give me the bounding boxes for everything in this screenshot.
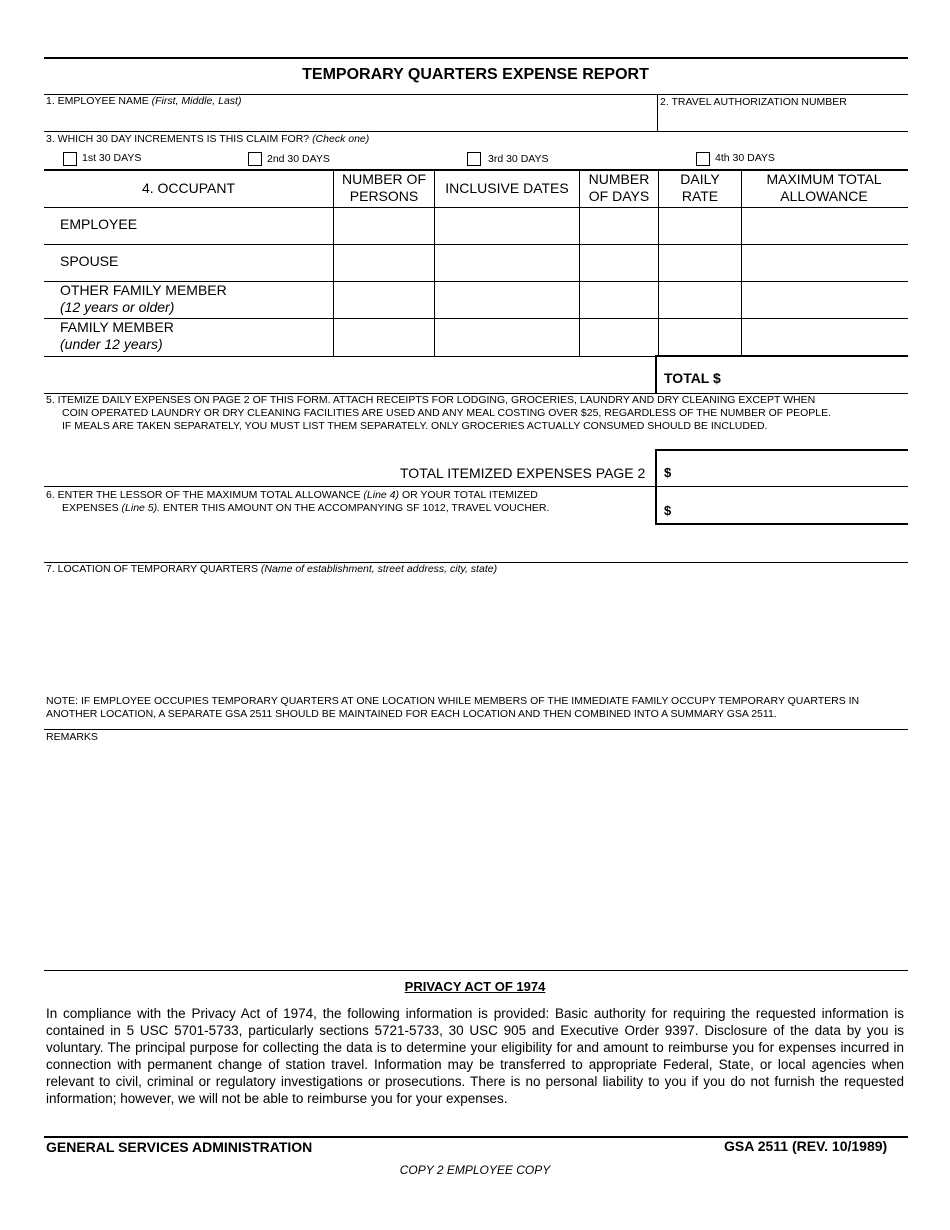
row-label-employee: EMPLOYEE (60, 216, 138, 232)
dollar-sign: $ (664, 465, 672, 480)
note-line2: ANOTHER LOCATION, A SEPARATE GSA 2511 SHOULD BE MAINTAINED FOR EACH LOCATION AND THEN COMBINED INTO A SUMMARY GSA 2511. (46, 708, 777, 720)
total-box-top (655, 355, 908, 357)
col-header-days: NUMBER OF DAYS (588, 171, 650, 204)
row-label-spouse: SPOUSE (60, 253, 119, 269)
table-header-rule (44, 207, 908, 208)
table-row-rule (44, 244, 908, 245)
amount-box-bottom (655, 523, 908, 525)
rule (44, 729, 908, 730)
total-box-left (655, 355, 657, 393)
remarks-label: REMARKS (46, 731, 98, 743)
employee-allowance-cell[interactable] (743, 209, 906, 243)
employee-persons-cell[interactable] (335, 209, 433, 243)
privacy-act-title: PRIVACY ACT OF 1974 (404, 979, 546, 994)
travel-authorization-input[interactable] (660, 110, 906, 130)
employee-days-cell[interactable] (581, 209, 657, 243)
section5-line3: IF MEALS ARE TAKEN SEPARATELY, YOU MUST LIST THEM SEPARATELY. ONLY GROCERIES ACTUALLY CONSUMED SHOULD BE INCLUDED. (62, 420, 768, 432)
itemized-box-left (655, 449, 657, 525)
form-number: GSA 2511 (REV. 10/1989) (724, 1138, 888, 1154)
rule (44, 970, 908, 971)
section6-line2: EXPENSES (Line 5). ENTER THIS AMOUNT ON THE ACCOMPANYING SF 1012, TRAVEL VOUCHER. (62, 502, 550, 514)
col-header-dates: INCLUSIVE DATES (445, 180, 569, 196)
checkbox-2nd-30-days[interactable] (248, 152, 262, 166)
rule (44, 486, 908, 487)
lesser-amount-input[interactable] (678, 491, 906, 521)
increment-question-label: 3. WHICH 30 DAY INCREMENTS IS THIS CLAIM FOR? (Check one) (46, 133, 370, 145)
rule (44, 131, 908, 132)
total-itemized-input[interactable] (678, 454, 906, 484)
col-divider (434, 170, 435, 356)
employee-name-input[interactable] (44, 109, 656, 130)
row-label-family-under-12: FAMILY MEMBER (under 12 years) (60, 319, 174, 352)
location-input[interactable] (44, 578, 906, 688)
employee-dates-cell[interactable] (436, 209, 578, 243)
checkbox-1st-30-days[interactable] (63, 152, 77, 166)
dollar-sign: $ (664, 503, 672, 518)
increment-label: 2nd 30 DAYS (267, 153, 330, 165)
copy-designation: COPY 2 EMPLOYEE COPY (399, 1163, 551, 1177)
col-header-allowance: MAXIMUM TOTAL ALLOWANCE (766, 171, 882, 204)
increment-label: 3rd 30 DAYS (488, 153, 549, 165)
remarks-input[interactable] (44, 746, 906, 966)
divider (657, 94, 658, 131)
travel-authorization-label: 2. TRAVEL AUTHORIZATION NUMBER (660, 96, 847, 108)
employee-name-label: 1. EMPLOYEE NAME (First, Middle, Last) (46, 95, 242, 107)
section6-line1: 6. ENTER THE LESSOR OF THE MAXIMUM TOTAL ALLOWANCE (Line 4) OR YOUR TOTAL ITEMIZED (46, 489, 538, 501)
total-input[interactable] (720, 360, 906, 390)
privacy-act-body: In compliance with the Privacy Act of 1974, the following information is provided: Basic authority for requiring the requested information is contained in 5 USC 5701-5733, particularly sections 5721-5733, 30 USC 905 and Executive Order 9397. Disclosure of the data by you is voluntary. The principal purpose for collecting the data is to determine your eligibility for and amount to reimburse you for expenses incurred in connection with permanent change of station travel. Information may be transferred to appropriate Federal, State, or local agencies when relevant to civil, criminal or regulatory investigations or prosecutions. There is no personal liability to you if you do not furnish the requested information; however, we will not be able to reimburse you for your expenses. (46, 1006, 904, 1106)
total-itemized-label: TOTAL ITEMIZED EXPENSES PAGE 2 (400, 465, 646, 481)
increment-label: 1st 30 DAYS (82, 152, 142, 164)
col-header-persons: NUMBER OF PERSONS (342, 171, 426, 204)
section5-line1: 5. ITEMIZE DAILY EXPENSES ON PAGE 2 OF THIS FORM. ATTACH RECEIPTS FOR LODGING, GROCERIES, LAUNDRY AND DRY CLEANING EXCEPT WHEN (46, 394, 816, 406)
section5-line2: COIN OPERATED LAUNDRY OR DRY CLEANING FACILITIES ARE USED AND ANY MEAL COSTING OVER $25, REGARDLESS OF THE NUMBER OF PEOPLE. (62, 407, 832, 419)
form-title: TEMPORARY QUARTERS EXPENSE REPORT (302, 66, 649, 83)
col-header-rate: DAILY RATE (680, 171, 720, 204)
agency-name: GENERAL SERVICES ADMINISTRATION (46, 1139, 313, 1155)
top-rule (44, 57, 908, 59)
table-bottom-rule (44, 356, 656, 357)
employee-rate-cell[interactable] (660, 209, 740, 243)
section7-label: 7. LOCATION OF TEMPORARY QUARTERS (Name of establishment, street address, city, state) (46, 563, 498, 575)
itemized-box-top (655, 449, 908, 451)
total-label: TOTAL $ (664, 370, 721, 386)
col-header-occupant: 4. OCCUPANT (141, 180, 236, 196)
increment-label: 4th 30 DAYS (715, 152, 775, 164)
note-line1: NOTE: IF EMPLOYEE OCCUPIES TEMPORARY QUARTERS AT ONE LOCATION WHILE MEMBERS OF THE IMMEDIATE FAMILY OCCUPY TEMPORARY QUARTERS IN (46, 695, 860, 707)
row-label-other-family: OTHER FAMILY MEMBER (12 years or older) (60, 282, 227, 315)
checkbox-3rd-30-days[interactable] (467, 152, 481, 166)
checkbox-4th-30-days[interactable] (696, 152, 710, 166)
